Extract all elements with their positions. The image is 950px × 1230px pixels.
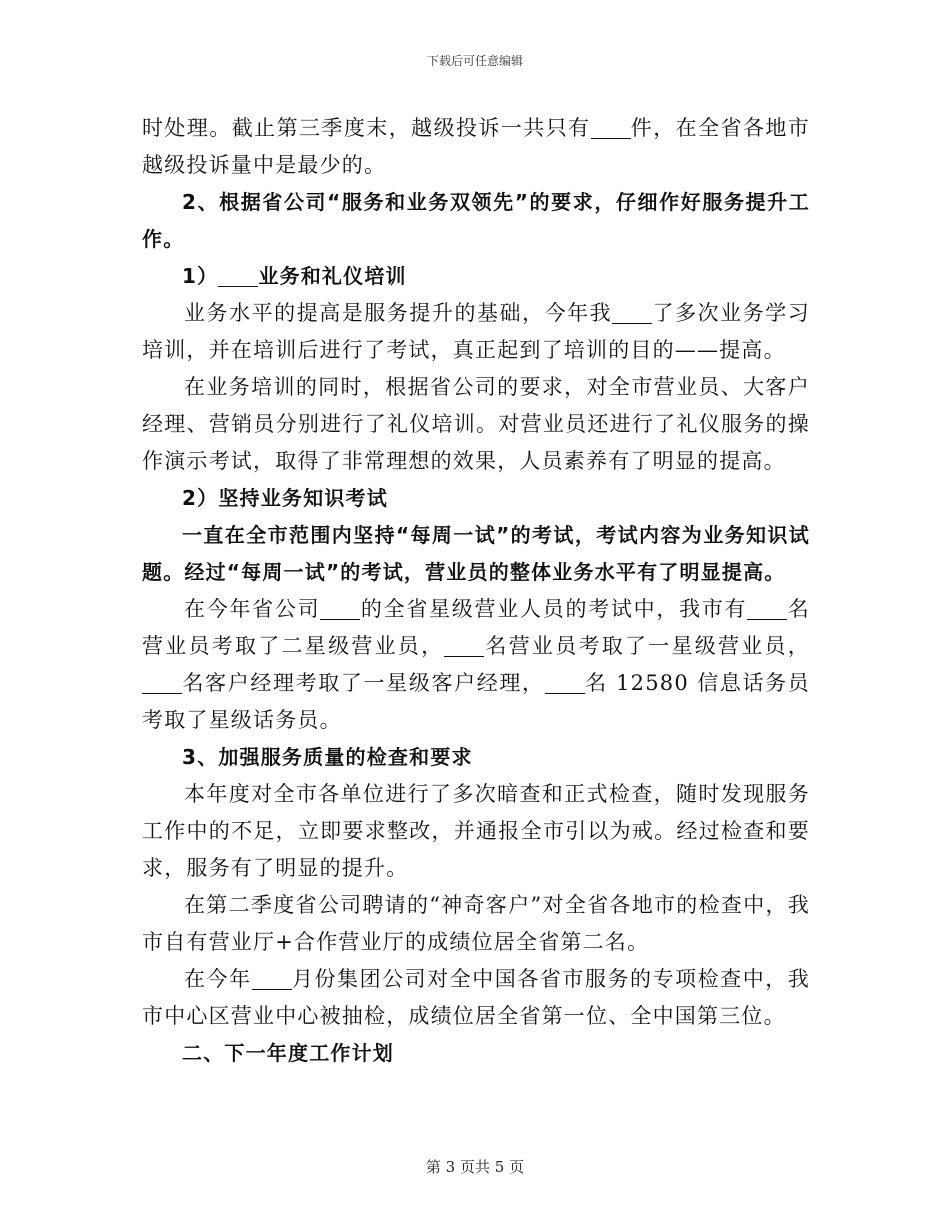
- paragraph-text: 件，在全省各地市越级投诉量中是最少的。: [142, 116, 811, 177]
- paragraph-p8: [142, 591, 810, 739]
- paragraph-p9: [142, 739, 810, 776]
- paragraph-text: 的全省星级营业人员的考试中，我市有: [360, 597, 748, 621]
- paragraph-text: 2）坚持业务知识考试: [182, 486, 388, 510]
- paragraph-text: 名客户经理考取了一星级客户经理，: [182, 671, 545, 695]
- fill-in-blank: [252, 967, 292, 990]
- paragraph-p13: [142, 1035, 810, 1072]
- fill-in-blank: [142, 671, 182, 694]
- fill-in-blank: [612, 301, 652, 324]
- paragraph-text: 1）: [182, 264, 219, 288]
- fill-in-blank: [444, 634, 484, 657]
- paragraph-text: 3、加强服务质量的检查和要求: [182, 745, 473, 769]
- fill-in-blank: [545, 671, 585, 694]
- fill-in-blank: [747, 597, 787, 620]
- paragraph-text: 2、根据省公司“服务和业务双领先”的要求，仔细作好服务提升工作。: [142, 190, 810, 251]
- fill-in-blank: [591, 116, 631, 139]
- paragraph-p1: [142, 110, 810, 184]
- paragraph-text: 在今年省公司: [184, 597, 321, 621]
- paragraph-text: 了多次业务学习培训，并在培训后进行了考试，真正起到了培训的目的——提高。: [142, 301, 810, 362]
- paragraph-p7: [142, 517, 810, 591]
- paragraph-p2: [142, 184, 810, 258]
- paragraph-text: 在今年: [184, 967, 252, 991]
- fill-in-blank: [218, 264, 258, 287]
- document-body: [142, 110, 810, 1072]
- paragraph-p11: [142, 887, 810, 961]
- paragraph-text: 在第二季度省公司聘请的“神奇客户”对全省各地市的检查中，我市自有营业厅+合作营业厅的成绩位居全省第二名。: [142, 893, 810, 954]
- page-footer: 第 3 页共 5 页: [425, 1158, 525, 1176]
- paragraph-p4: [142, 295, 810, 369]
- paragraph-p10: [142, 776, 810, 887]
- fill-in-blank: [320, 597, 360, 620]
- page-header: 下载后可任意编辑: [426, 54, 523, 68]
- paragraph-text: 名 12580 信息话务员考取了星级话务员。: [142, 671, 810, 732]
- paragraph-text: 业务水平的提高是服务提升的基础，今年我: [184, 301, 613, 325]
- paragraph-text: 名营业员考取了二星级营业员，: [142, 597, 811, 658]
- paragraph-text: 一直在全市范围内坚持“每周一试”的考试，考试内容为业务知识试题。经过“每周一试”的考试，营业员的整体业务水平有了明显提高。: [142, 523, 810, 584]
- paragraph-p3: [142, 258, 810, 295]
- paragraph-p5: [142, 369, 810, 480]
- paragraph-p6: [142, 480, 810, 517]
- paragraph-text: 月份集团公司对全中国各省市服务的专项检查中，我市中心区营业中心被抽检，成绩位居全省第一位、全中国第三位。: [142, 967, 810, 1028]
- paragraph-text: 本年度对全市各单位进行了多次暗查和正式检查，随时发现服务工作中的不足，立即要求整改，并通报全市引以为戒。经过检查和要求，服务有了明显的提升。: [142, 782, 810, 880]
- paragraph-text: 时处理。截止第三季度末，越级投诉一共只有: [142, 116, 591, 140]
- paragraph-p12: [142, 961, 810, 1035]
- paragraph-text: 业务和礼仪培训: [258, 264, 407, 288]
- paragraph-text: 名营业员考取了一星级营业员，: [484, 634, 810, 658]
- paragraph-text: 二、下一年度工作计划: [182, 1041, 394, 1065]
- paragraph-text: 在业务培训的同时，根据省公司的要求，对全市营业员、大客户经理、营销员分别进行了礼仪培训。对营业员还进行了礼仪服务的操作演示考试，取得了非常理想的效果，人员素养有了明显的提高。: [142, 375, 810, 473]
